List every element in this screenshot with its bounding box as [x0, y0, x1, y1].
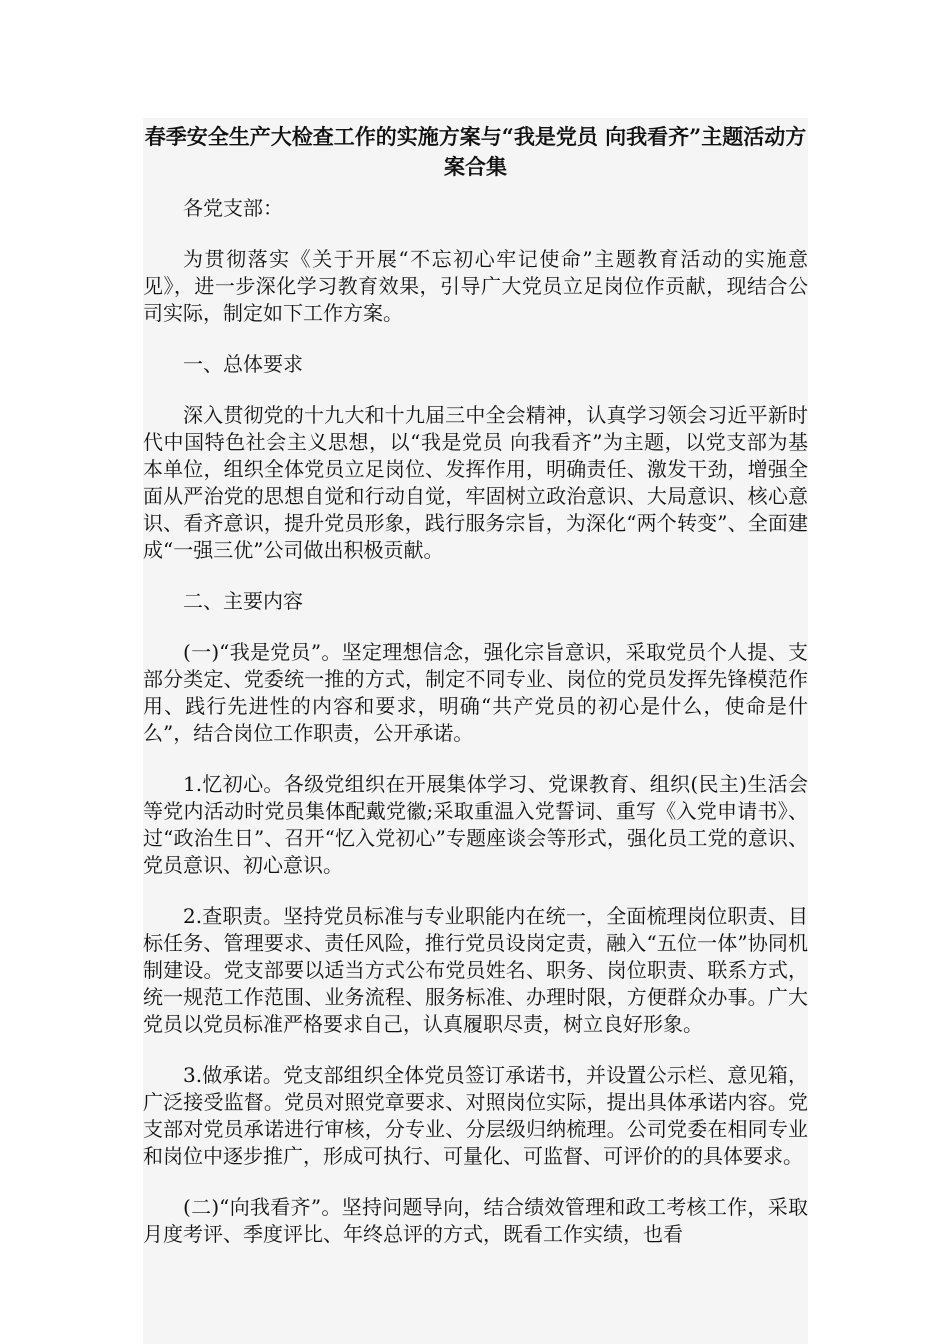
general-requirements-paragraph: 深入贯彻党的十九大和十九届三中全会精神，认真学习领会习近平新时代中国特色社会主义思想，以“我是党员 向我看齐”为主题，以党支部为基本单位，组织全体党员立足岗位、发挥作用，明确责任、激发干劲，增强全面从严治党的思想自觉和行动自觉，牢固树立政治意识、大局意识、核心意识、看齐意识，提升党员形象，践行服务宗旨，为深化“两个转变”、全面建成“一强三优”公司做出积极贡献。 [143, 403, 808, 562]
item-1-paragraph: 1.忆初心。各级党组织在开展集体学习、党课教育、组织(民主)生活会等党内活动时党员集体配戴党徽;采取重温入党誓词、重写《入党申请书》、过“政治生日”、召开“忆入党初心”专题座谈会等形式，强化员工党的意识、党员意识、初心意识。 [143, 772, 808, 877]
document-title: 春季安全生产大检查工作的实施方案与“我是党员 向我看齐”主题活动方案合集 [144, 124, 807, 179]
section-heading-main-content: 二、主要内容 [183, 589, 303, 613]
document-body [143, 122, 808, 1248]
i-am-party-member-paragraph: (一)“我是党员”。坚定理想信念，强化宗旨意识，采取党员个人提、支部分类定、党委统一推的方式，制定不同专业、岗位的党员发挥先锋模范作用、践行先进性的内容和要求，明确“共产党员的初心是什么，使命是什么”，结合岗位工作职责，公开承诺。 [143, 640, 808, 745]
look-to-me-paragraph: (二)“向我看齐”。坚持问题导向，结合绩效管理和政工考核工作，采取月度考评、季度评比、年终总评的方式，既看工作实绩，也看 [143, 1195, 808, 1246]
intro-paragraph: 为贯彻落实《关于开展“不忘初心牢记使命”主题教育活动的实施意见》，进一步深化学习教育效果，引导广大党员立足岗位作贡献，现结合公司实际，制定如下工作方案。 [143, 247, 808, 325]
greeting: 各党支部： [183, 196, 283, 220]
item-2-paragraph: 2.查职责。坚持党员标准与专业职能内在统一，全面梳理岗位职责、目标任务、管理要求、责任风险，推行党员设岗定责，融入“五位一体”协同机制建设。党支部要以适当方式公布党员姓名、职务、岗位职责、联系方式，统一规范工作范围、业务流程、服务标准、办理时限，方便群众办事。广大党员以党员标准严格要求自己，认真履职尽责，树立良好形象。 [143, 904, 808, 1036]
item-3-paragraph: 3.做承诺。党支部组织全体党员签订承诺书，并设置公示栏、意见箱，广泛接受监督。党员对照党章要求、对照岗位实际，提出具体承诺内容。党支部对党员承诺进行审核，分专业、分层级归纳梳理。公司党委在相同专业和岗位中逐步推广，形成可执行、可量化、可监督、可评价的的具体要求。 [143, 1063, 808, 1168]
section-heading-general-requirements: 一、总体要求 [183, 352, 303, 376]
